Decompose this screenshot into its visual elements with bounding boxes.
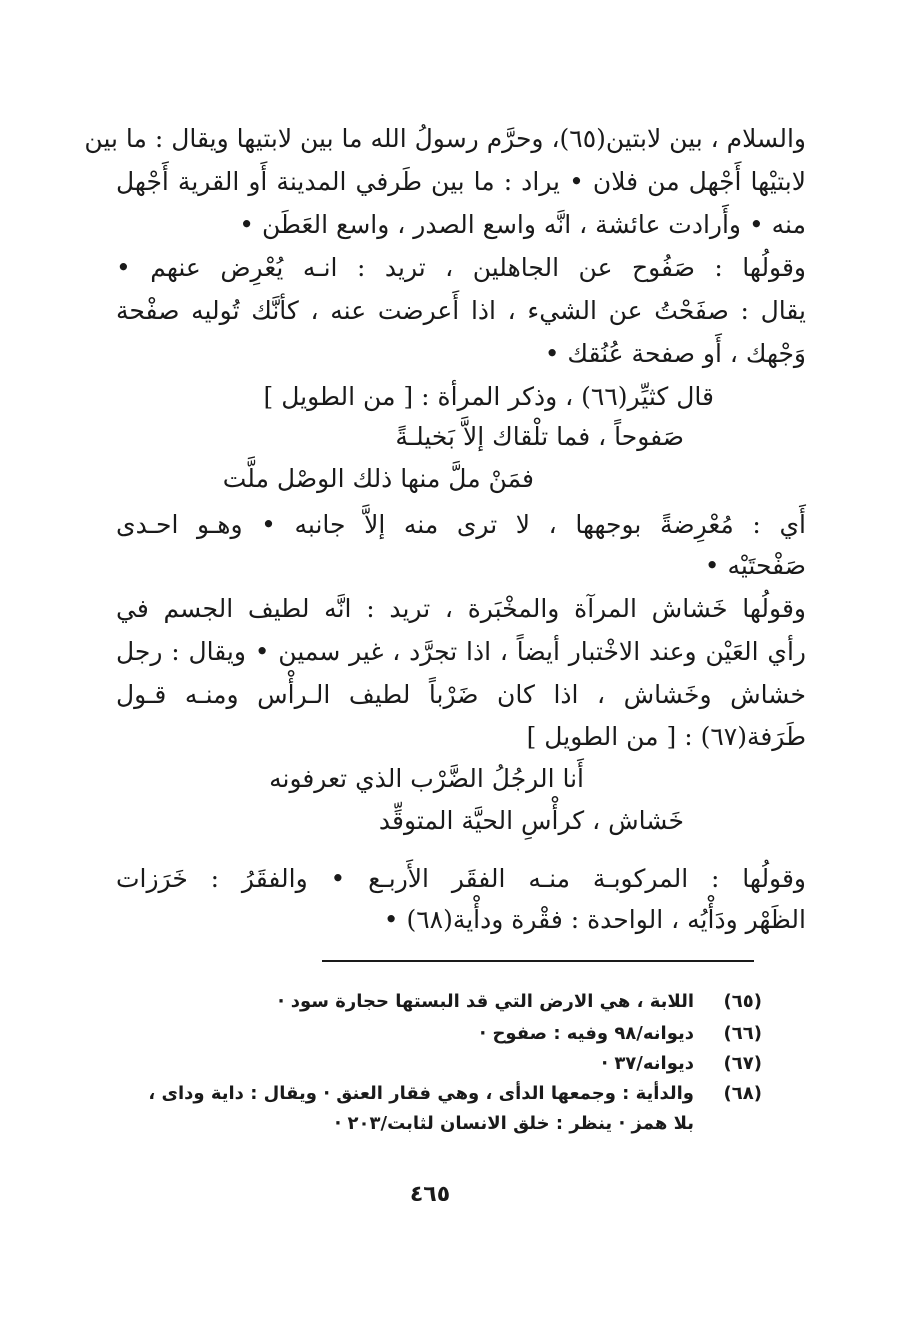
body-line: لابتيْها أَجْهل من فلان • يراد : ما بين طَرفي المدينة أَو القرية أَجْهل [116, 167, 806, 196]
body-line: الظَهْر ودَأْيُه ، الواحدة : فقْرة ودأْية(٦٨) • [383, 905, 806, 934]
body-line: أَي : مُعْرِضةً بوجهها ، لا ترى منه إلاَّ جانبه • وهـو احـدى [116, 510, 806, 539]
page-number: ٤٦٥ [409, 1182, 451, 1207]
body-line: رأي العَيْن وعند الاخْتبار أيضاً ، اذا تجرَّد ، غير سمين • ويقال : رجل [116, 637, 806, 666]
body-line: وقولُها : المركوبـة منـه الفقَر الأَربـع • والفقَرُ : خَرَزات [116, 864, 806, 893]
body-line: منه • وأَرادت عائشة ، انَّه واسع الصدر ، واسع العَطَن • [239, 210, 806, 239]
body-line: صَفْحتَيْه • [704, 551, 806, 580]
body-line: وقولُها خَشاش المرآة والمخْبَرة ، تريد : انَّه لطيف الجسم في [116, 594, 806, 623]
body-line: وقولُها : صَفُوح عن الجاهلين ، تريد : انـه يُعْرِض عنهم • [116, 253, 806, 282]
body-line: والسلام ، بين لابتين(٦٥)، وحرَّم رسولُ الله ما بين لابتيها ويقال : ما بين [84, 124, 806, 153]
footnote-number: (٦٥) [723, 991, 762, 1012]
verse-line: فمَنْ ملَّ منها ذلك الوصْل ملَّت [222, 464, 534, 493]
verse-line: صَفوحاً ، فما تلْقاك إلاَّ بَخيلـةً [395, 422, 684, 451]
footnote-text: بلا همز · ينظر : خلق الانسان لثابت/٢٠٣ · [334, 1113, 694, 1134]
body-line: وَجْهك ، أَو صفحة عُنُقك • [544, 339, 806, 368]
footnote-number: (٦٨) [723, 1083, 762, 1104]
footnote-text: ديوانه/٣٧ · [601, 1053, 694, 1074]
footnote-number: (٦٦) [723, 1023, 762, 1044]
body-line: طَرَفة(٦٧) : [ من الطويل ] [526, 722, 806, 751]
verse-line: أَنا الرجُلُ الضَّرْب الذي تعرفونه [269, 764, 584, 793]
quote-intro: قال كثيِّر(٦٦) ، وذكر المرأة : [ من الطويل ] [263, 382, 714, 411]
body-line: خشاش وخَشاش ، اذا كان ضَرْباً لطيف الـرأْس ومنـه قـول [116, 680, 806, 709]
footnote-separator [322, 960, 754, 962]
body-line: يقال : صفَحْتُ عن الشيء ، اذا أَعرضت عنه ، كأنَّك تُوليه صفْحة [116, 296, 806, 325]
verse-line: خَشاش ، كرأْسِ الحيَّة المتوقِّد [378, 806, 684, 835]
footnote-text: اللابة ، هي الارض التي قد البستها حجارة سود · [277, 991, 694, 1012]
footnote-text: والدأية : وجمعها الدأى ، وهي فقار العنق · ويقال : داية وداى ، [148, 1083, 694, 1104]
footnote-number: (٦٧) [723, 1053, 762, 1074]
footnote-text: ديوانه/٩٨ وفيه : صفوح · [479, 1023, 694, 1044]
